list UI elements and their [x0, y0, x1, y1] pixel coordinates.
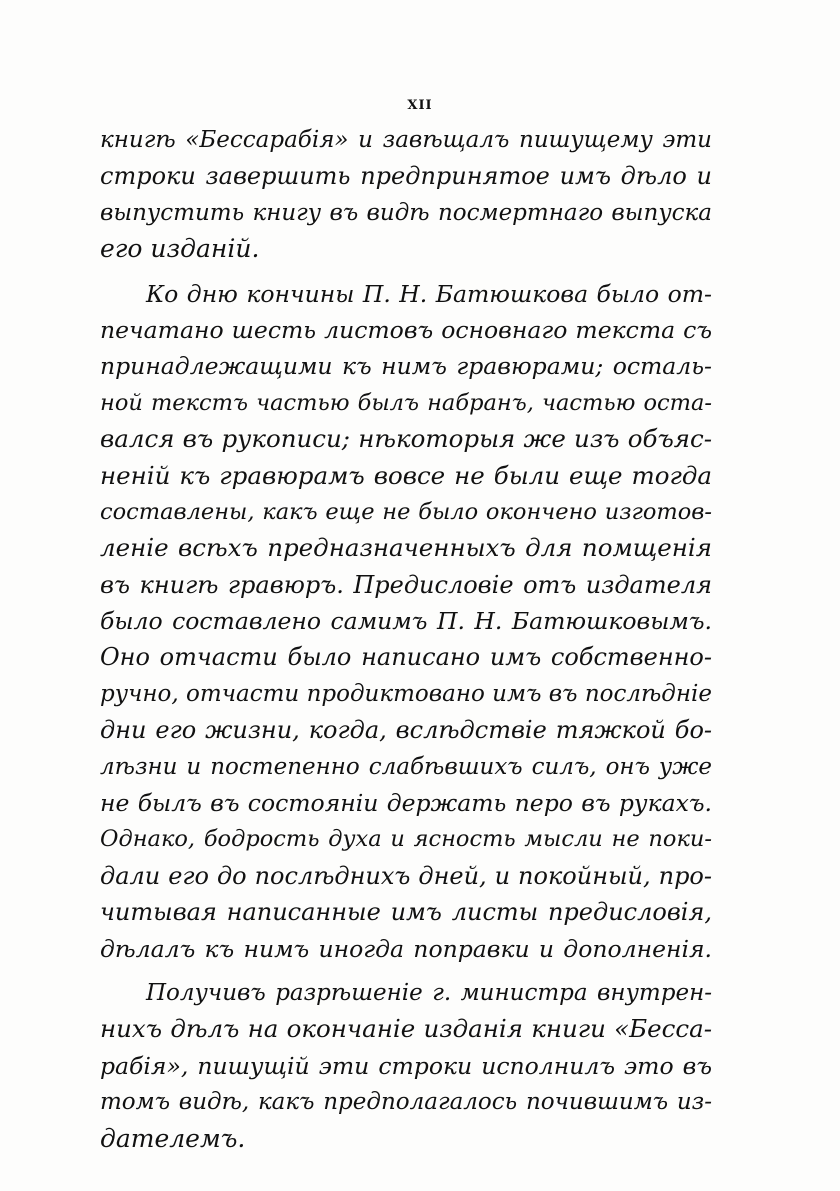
text-line: строки завершить предпринятое имъ дѣло и	[100, 162, 712, 191]
text-line: Получивъ разрѣшеніе г. министра внутрен-	[146, 979, 712, 1006]
text-line: книгѣ «Бессарабія» и завѣщалъ пишущему эти	[100, 127, 712, 153]
text-line: печатано шесть листовъ основнаго текста съ	[100, 315, 712, 344]
text-line: ной текстъ частью былъ набранъ, частью оста-	[100, 389, 712, 416]
body-text	[100, 122, 712, 1157]
text-line: рабія», пишущій эти строки исполнилъ это въ	[100, 1051, 712, 1080]
text-line: нихъ дѣлъ на окончаніе изданія книги «Бесса-	[100, 1014, 712, 1044]
text-line: дателемъ.	[100, 1123, 246, 1153]
text-line: его изданій.	[100, 234, 260, 264]
text-line: дали его до послѣднихъ дней, и покойный, про-	[100, 861, 712, 890]
text-line: не былъ въ состояніи держать перо въ рукахъ.	[100, 789, 712, 818]
paragraph	[100, 276, 712, 967]
text-line: дѣлалъ къ нимъ иногда поправки и дополненія.	[100, 934, 712, 963]
text-line: вался въ рукописи; нѣкоторыя же изъ объяс-	[100, 424, 712, 454]
text-line: въ книгѣ гравюръ. Предисловіе отъ издателя	[100, 570, 712, 599]
text-line: составлены, какъ еще не было окончено изготов-	[100, 498, 712, 525]
text-line: читывая написанные имъ листы предисловія,	[100, 898, 712, 927]
text-line: леніе всѣхъ предназначенныхъ для помщенія	[100, 533, 712, 563]
paragraph	[100, 975, 712, 1157]
text-line: выпустить книгу въ видѣ посмертнаго выпуска	[100, 199, 712, 226]
text-line: ручно, отчасти продиктовано имъ въ послѣдніе	[100, 680, 712, 707]
text-line: Оно отчасти было написано имъ собственно-	[100, 643, 712, 672]
paragraph	[100, 122, 712, 268]
text-line: дни его жизни, когда, вслѣдствіе тяжкой бо-	[100, 716, 712, 745]
text-line: неній къ гравюрамъ вовсе не были еще тогда	[100, 460, 712, 490]
text-line: Ко дню кончины П. Н. Батюшкова было от-	[146, 279, 712, 308]
page-number: XII	[407, 98, 433, 113]
text-line: томъ видѣ, какъ предполагалось почившимъ из-	[100, 1089, 712, 1116]
text-line: Однако, бодрость духа и ясность мысли не поки-	[100, 826, 712, 853]
text-line: было составлено самимъ П. Н. Батюшковымъ.	[100, 607, 712, 636]
text-line: принадлежащими къ нимъ гравюрами; осталь-	[100, 352, 712, 381]
text-line: лѣзни и постепенно слабѣвшихъ силъ, онъ уже	[100, 753, 712, 780]
